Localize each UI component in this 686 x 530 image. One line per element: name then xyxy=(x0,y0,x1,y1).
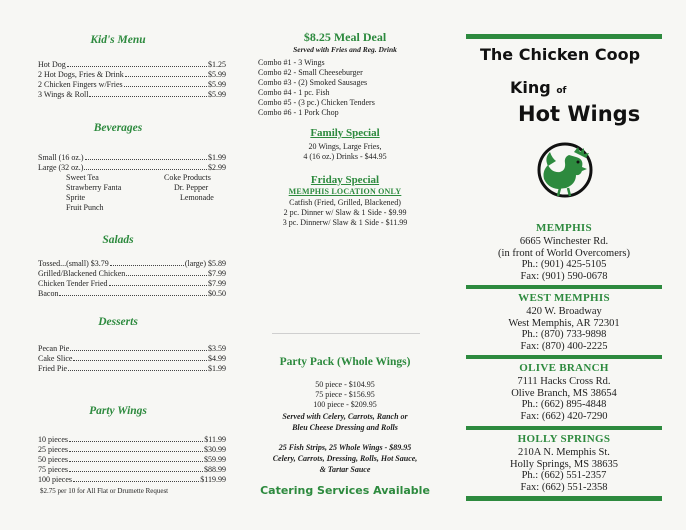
city-west-memphis: WEST MEMPHIS xyxy=(518,292,610,304)
phone-line: Ph.: (870) 733-9898 xyxy=(521,329,607,341)
family-special-line: 20 Wings, Large Fries, xyxy=(308,142,382,151)
party-pack-item: 100 piece - $209.95 xyxy=(313,400,377,409)
fax-line: Fax: (662) 551-2358 xyxy=(520,481,608,493)
meal-deal-subtitle: Served with Fries and Reg. Drink xyxy=(293,45,397,54)
phone-line: Ph.: (901) 425-5105 xyxy=(521,259,607,271)
combo-item: Combo #2 - Small Cheeseburger xyxy=(258,68,363,77)
friday-special-title: Friday Special xyxy=(310,174,380,186)
family-special-title: Family Special xyxy=(310,127,380,139)
menu-item: 3 Wings & Roll $5.99 xyxy=(38,90,226,99)
flavor-item: Sweet Tea xyxy=(66,173,99,182)
menu-item: Fried Pie $1.99 xyxy=(38,364,226,373)
menu-item: 10 pieces $11.99 xyxy=(38,435,226,444)
flavor-item: Fruit Punch xyxy=(66,203,104,212)
flavor-item: Strawberry Fanta xyxy=(66,183,122,192)
menu-item: 75 pieces $88.99 xyxy=(38,465,226,474)
meal-deal-title: $8.25 Meal Deal xyxy=(303,30,387,44)
friday-special-line: 2 pc. Dinner w/ Slaw & 1 Side - $9.99 xyxy=(283,208,407,217)
phone-line: Ph.: (662) 895-4848 xyxy=(521,399,607,411)
rooster-icon xyxy=(530,138,600,202)
menu-item: Grilled/Blackened Chicken $7.99 xyxy=(38,269,226,278)
divider xyxy=(272,333,420,334)
address-line: (in front of World Overcomers) xyxy=(498,247,630,259)
bottom-bar xyxy=(466,496,662,501)
flavor-item: Sprite xyxy=(66,193,86,202)
section-divider-bar xyxy=(466,426,662,430)
tagline-hot-wings: Hot Wings xyxy=(518,102,641,126)
fax-line: Fax: (901) 590-0678 xyxy=(520,270,608,282)
city-memphis: MEMPHIS xyxy=(536,222,592,234)
desserts-title: Desserts xyxy=(98,316,138,328)
phone-line: Ph.: (662) 551-2357 xyxy=(521,470,607,482)
address-line: 420 W. Broadway xyxy=(526,306,602,317)
top-bar xyxy=(466,34,662,39)
strips-offer: Celery, Carrots, Dressing, Rolls, Hot Sauce, xyxy=(272,454,418,463)
combo-item: Combo #1 - 3 Wings xyxy=(258,58,325,67)
party-pack-item: 50 piece - $104.95 xyxy=(315,380,375,389)
menu-item: Cake Slice $4.99 xyxy=(38,354,226,363)
address-line: Holly Springs, MS 38635 xyxy=(510,458,618,470)
combo-item: Combo #6 - 1 Pork Chop xyxy=(258,108,339,117)
catering-banner: Catering Services Available xyxy=(260,484,430,497)
menu-item: Bacon $0.50 xyxy=(38,289,226,298)
tagline-king: King of xyxy=(510,78,567,97)
friday-special-line: Catfish (Fried, Grilled, Blackened) xyxy=(289,198,401,207)
menu-item: 100 pieces $119.99 xyxy=(38,475,226,484)
flavor-item: Dr. Pepper xyxy=(174,183,209,192)
address-line: 6665 Winchester Rd. xyxy=(519,236,609,247)
beverages-title: Beverages xyxy=(93,122,143,134)
kids-menu-title: Kid's Menu xyxy=(90,34,146,46)
party-pack-item: 75 piece - $156.95 xyxy=(315,390,375,399)
menu-item: 25 pieces $30.99 xyxy=(38,445,226,454)
menu-item: Pecan Pie $3.59 xyxy=(38,344,226,353)
party-pack-title: Party Pack (Whole Wings) xyxy=(279,356,411,368)
brand-panel xyxy=(458,0,686,530)
flavor-item: Coke Products xyxy=(164,173,211,182)
city-holly-springs: HOLLY SPRINGS xyxy=(517,433,611,445)
friday-special-line: 3 pc. Dinnerw/ Slaw & 1 Side - $11.99 xyxy=(282,218,408,227)
menu-item: Large (32 oz.) $2.99 xyxy=(38,163,226,172)
family-special-line: 4 (16 oz.) Drinks - $44.95 xyxy=(303,152,387,161)
combo-item: Combo #4 - 1 pc. Fish xyxy=(258,88,330,97)
left-menu-panel xyxy=(0,0,236,530)
menu-item: Chicken Tender Fried $7.99 xyxy=(38,279,226,288)
middle-menu-panel xyxy=(236,0,454,530)
address-line: 210A N. Memphis St. xyxy=(518,447,610,458)
fax-line: Fax: (870) 400-2225 xyxy=(520,340,608,352)
address-line: Olive Branch, MS 38654 xyxy=(511,387,617,399)
salads-title: Salads xyxy=(102,234,134,246)
menu-item: 50 pieces $59.99 xyxy=(38,455,226,464)
party-pack-served: Bleu Cheese Dressing and Rolls xyxy=(292,423,398,432)
flavor-item: Lemonade xyxy=(180,193,214,202)
section-divider-bar xyxy=(466,355,662,359)
address-line: 7111 Hacks Cross Rd. xyxy=(517,376,611,387)
menu-item: 2 Chicken Fingers w/Fries $5.99 xyxy=(38,80,226,89)
combo-item: Combo #5 - (3 pc.) Chicken Tenders xyxy=(258,98,375,107)
friday-location: MEMPHIS LOCATION ONLY xyxy=(288,187,402,196)
fax-line: Fax: (662) 420-7290 xyxy=(520,410,608,422)
brand-name: The Chicken Coop xyxy=(480,45,641,64)
city-olive-branch: OLIVE BRANCH xyxy=(519,362,609,374)
strips-offer: 25 Fish Strips, 25 Whole Wings - $89.95 xyxy=(278,443,412,452)
party-wings-note: $2.75 per 10 for All Flat or Drumette Request xyxy=(40,487,169,495)
section-divider-bar xyxy=(466,285,662,289)
combo-item: Combo #3 - (2) Smoked Sausages xyxy=(258,78,368,87)
strips-offer: & Tartar Sauce xyxy=(319,465,371,474)
menu-item: Tossed...(small) $3.79 (large) $5.89 xyxy=(38,259,226,268)
menu-item: Hot Dog $1.25 xyxy=(38,60,226,69)
party-pack-served: Served with Celery, Carrots, Ranch or xyxy=(282,412,408,421)
address-line: West Memphis, AR 72301 xyxy=(508,317,620,329)
menu-item: Small (16 oz.) $1.99 xyxy=(38,153,226,162)
menu-item: 2 Hot Dogs, Fries & Drink $5.99 xyxy=(38,70,226,79)
party-wings-title: Party Wings xyxy=(89,405,147,417)
